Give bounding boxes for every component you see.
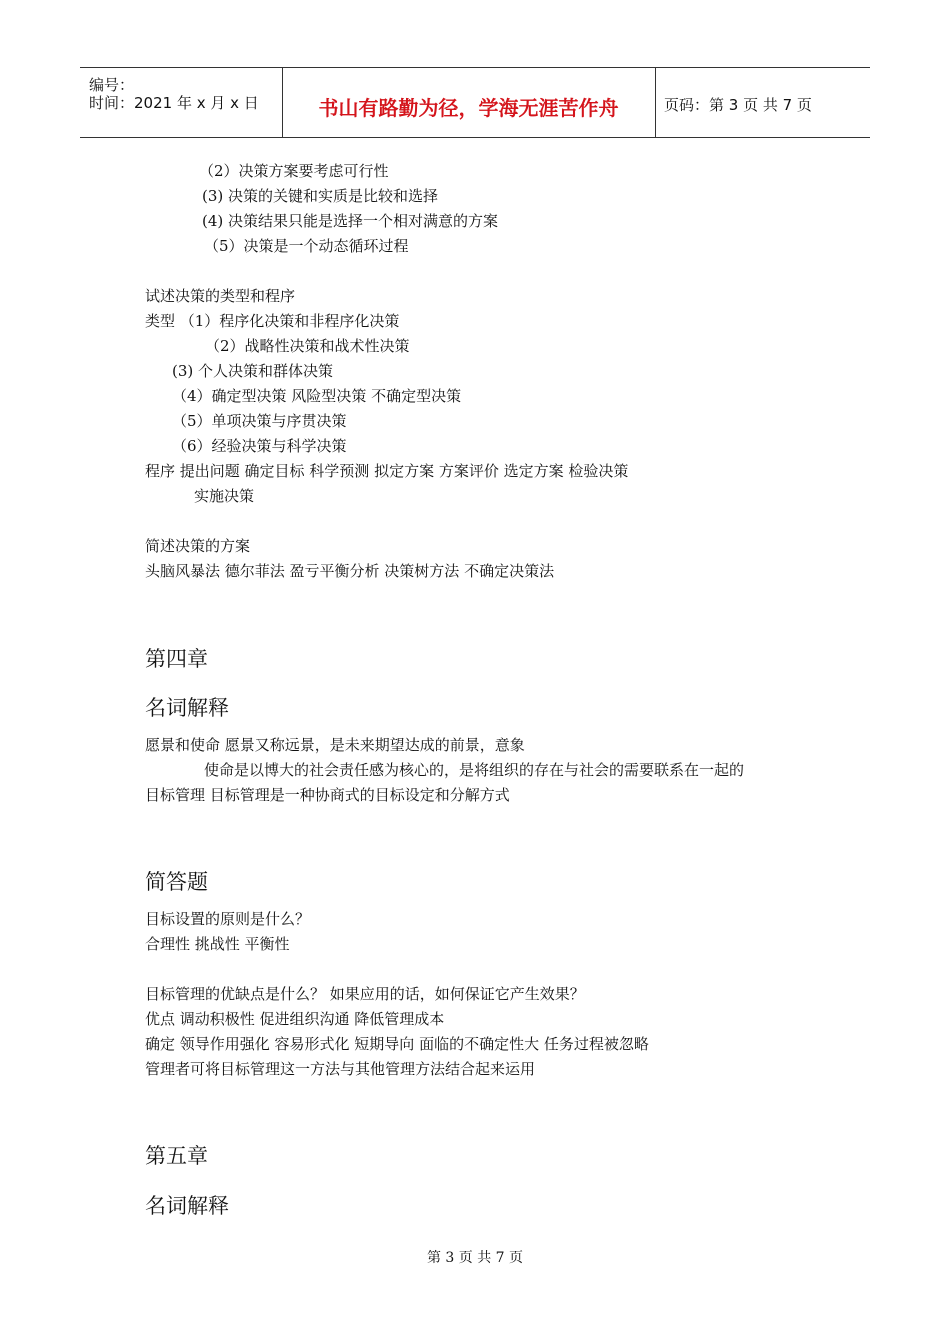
section-heading: 简答题 [145, 870, 208, 894]
question-heading: 简述决策的方案 [145, 537, 251, 555]
page-header [80, 67, 870, 138]
text-line: 管理者可将目标管理这一方法与其他管理方法结合起来运用 [145, 1060, 536, 1078]
text-line: 头脑风暴法 德尔菲法 盈亏平衡分析 决策树方法 不确定决策法 [145, 562, 555, 580]
document-number-label: 编号： [89, 76, 135, 94]
motto: 书山有路勤为径，学海无涯苦作舟 [318, 96, 619, 120]
text-line: （6）经验决策与科学决策 [172, 437, 347, 455]
text-line: 实施决策 [194, 487, 255, 505]
text-line: 确定 领导作用强化 容易形式化 短期导向 面临的不确定性大 任务过程被忽略 [145, 1035, 649, 1053]
text-line: (4) 决策结果只能是选择一个相对满意的方案 [202, 212, 499, 230]
chapter-heading: 第四章 [145, 647, 208, 671]
date-label: 时间：2021 年 x 月 x 日 [89, 94, 259, 112]
page-footer: 第 3 页 共 7 页 [426, 1250, 524, 1266]
text-line: 优点 调动积极性 促进组织沟通 降低管理成本 [145, 1010, 445, 1028]
page-number-label: 页码：第 3 页 共 7 页 [664, 96, 812, 114]
text-line: （5）单项决策与序贯决策 [172, 412, 347, 430]
text-line: 合理性 挑战性 平衡性 [145, 935, 290, 953]
text-line: (3) 个人决策和群体决策 [172, 362, 334, 380]
text-line: 使命是以博大的社会责任感为核心的，是将组织的存在与社会的需要联系在一起的 [204, 761, 745, 779]
question-heading: 目标管理的优缺点是什么？ 如果应用的话，如何保证它产生效果？ [145, 985, 585, 1003]
header-page-cell [655, 68, 870, 137]
question-heading: 目标设置的原则是什么？ [145, 910, 311, 928]
text-line: 愿景和使命 愿景又称远景，是未来期望达成的前景，意象 [145, 736, 525, 754]
header-motto-cell [282, 68, 656, 137]
text-line: （2）决策方案要考虑可行性 [199, 162, 389, 180]
text-line: （5）决策是一个动态循环过程 [204, 237, 409, 255]
section-heading: 名词解释 [145, 1194, 229, 1218]
text-line: (3) 决策的关键和实质是比较和选择 [202, 187, 439, 205]
chapter-heading: 第五章 [145, 1144, 208, 1168]
text-line: （2）战略性决策和战术性决策 [205, 337, 410, 355]
text-line: 目标管理 目标管理是一种协商式的目标设定和分解方式 [145, 786, 510, 804]
text-line: 程序 提出问题 确定目标 科学预测 拟定方案 方案评价 选定方案 检验决策 [145, 462, 629, 480]
question-heading: 试述决策的类型和程序 [145, 287, 296, 305]
text-line: （4）确定型决策 风险型决策 不确定型决策 [172, 387, 462, 405]
text-line: 类型 （1）程序化决策和非程序化决策 [145, 312, 400, 330]
section-heading: 名词解释 [145, 696, 229, 720]
header-info-cell [80, 68, 283, 137]
